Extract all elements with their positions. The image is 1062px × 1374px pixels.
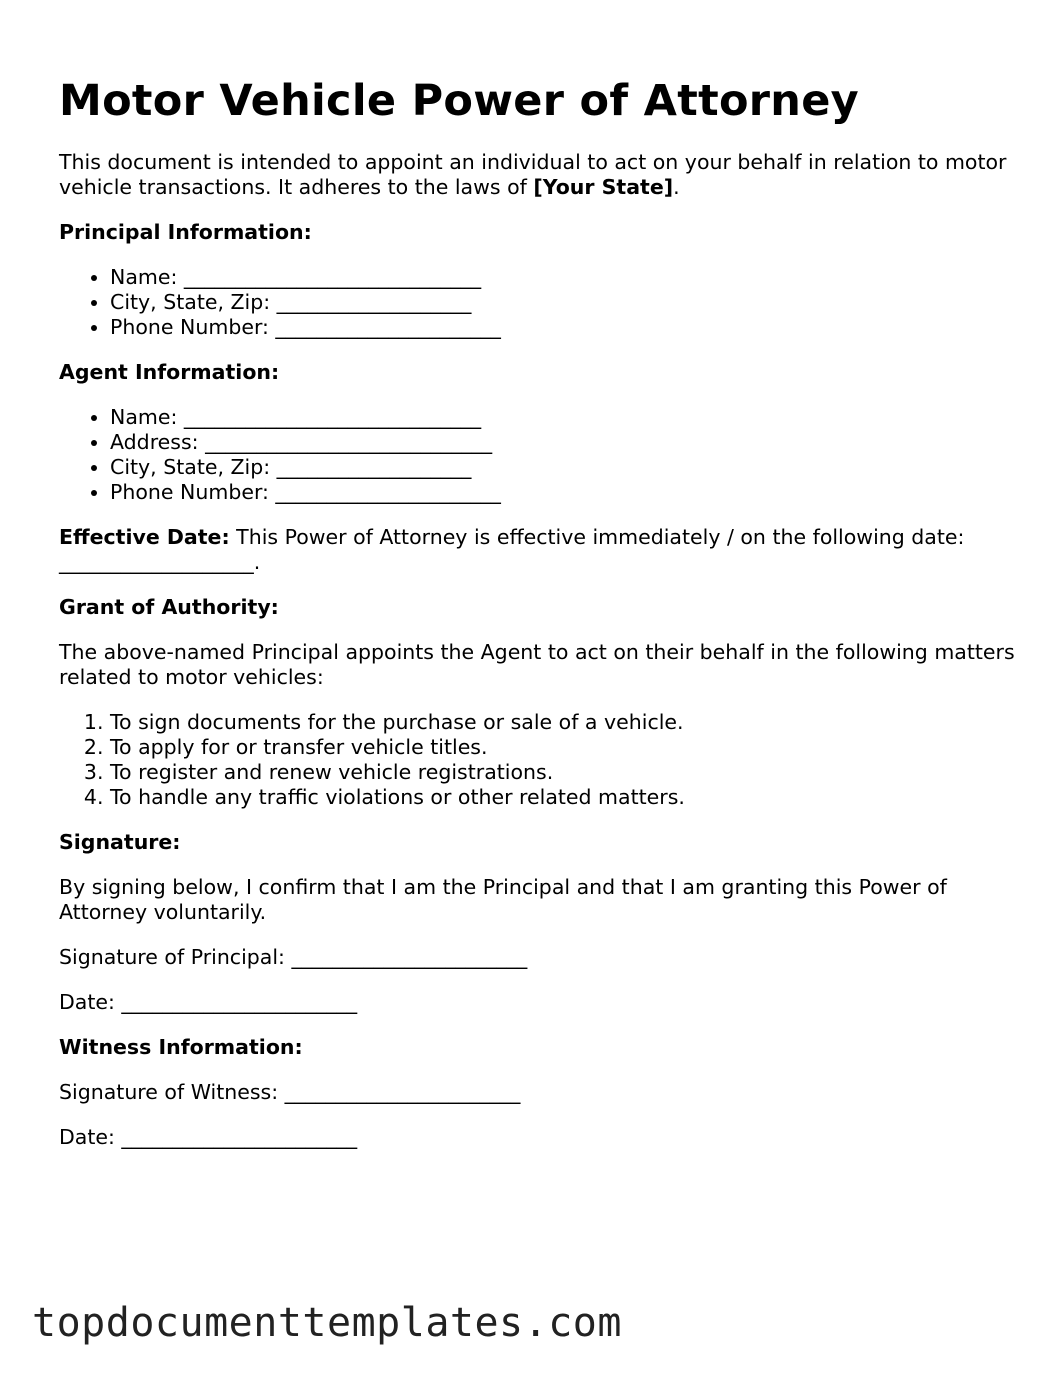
agent-heading: Agent Information: (59, 360, 280, 384)
effective-date-paragraph (59, 525, 1019, 575)
signature-heading: Signature: (59, 830, 181, 854)
agent-address-field: • Address: ____________________________ (110, 430, 1019, 455)
principal-date-line: Date: _______________________ (59, 990, 358, 1014)
grant-item: 1. To sign documents for the purchase or sale of a vehicle. (110, 710, 1019, 735)
intro-text: This document is intended to appoint an individual to act on your behalf in relation to motor vehicle transactions. It adheres to the laws of (59, 150, 1007, 199)
grant-heading: Grant of Authority: (59, 595, 279, 619)
principal-city-field: • City, State, Zip: ___________________ (110, 290, 1019, 315)
principal-fields-list (59, 265, 1019, 340)
principal-name-field: • Name: _____________________________ (110, 265, 1019, 290)
grant-item: 3. To register and renew vehicle registrations. (110, 760, 1019, 785)
intro-paragraph (59, 150, 1019, 200)
principal-phone-field: • Phone Number: ______________________ (110, 315, 1019, 340)
principal-heading: Principal Information: (59, 220, 312, 244)
agent-city-field: • City, State, Zip: ___________________ (110, 455, 1019, 480)
document-title: Motor Vehicle Power of Attorney (59, 76, 859, 126)
witness-date-line: Date: _______________________ (59, 1125, 358, 1149)
agent-name-field: • Name: _____________________________ (110, 405, 1019, 430)
agent-phone-field: • Phone Number: ______________________ (110, 480, 1019, 505)
state-placeholder: [Your State] (533, 175, 674, 199)
principal-signature-line: Signature of Principal: _______________________ (59, 945, 528, 969)
signature-statement: By signing below, I confirm that I am the Principal and that I am granting this Power of Attorney voluntarily. (59, 875, 947, 924)
grant-item: 2. To apply for or transfer vehicle titles. (110, 735, 1019, 760)
effective-date-text: This Power of Attorney is effective immediately / on the following date: ___________________. (59, 525, 965, 574)
grant-intro: The above-named Principal appoints the Agent to act on their behalf in the following matters related to motor vehicles: (59, 640, 1015, 689)
agent-fields-list (59, 405, 1019, 505)
witness-signature-line: Signature of Witness: _______________________ (59, 1080, 521, 1104)
effective-date-label: Effective Date: (59, 525, 230, 549)
grant-item: 4. To handle any traffic violations or other related matters. (110, 785, 1019, 810)
intro-text-end: . (673, 175, 680, 199)
document-page (59, 76, 1019, 1170)
witness-heading: Witness Information: (59, 1035, 303, 1059)
footer-brand-watermark: topdocumenttemplates.com (32, 1300, 622, 1346)
grant-items-list (59, 710, 1019, 810)
